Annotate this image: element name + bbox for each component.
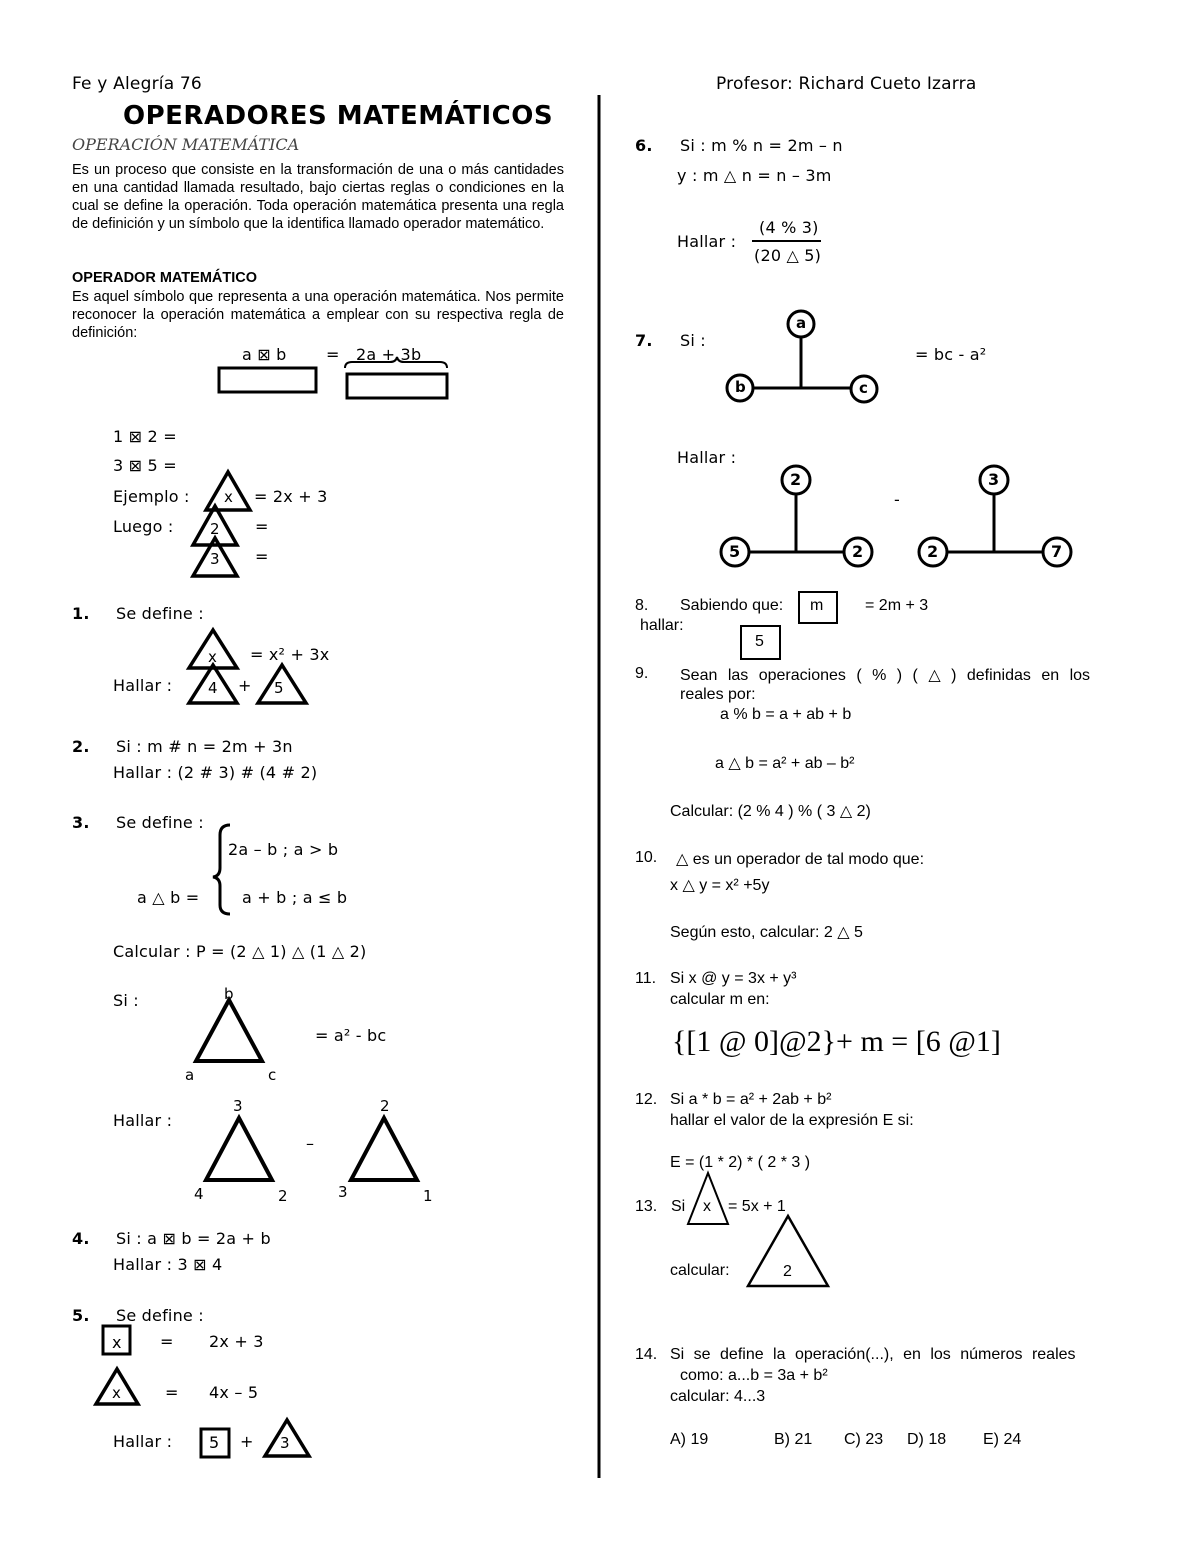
p2-text: Si : m # n = 2m + 3n xyxy=(116,737,293,756)
p11-line-1: Si x @ y = 3x + y³ xyxy=(670,970,797,987)
p5-tri-var: x xyxy=(112,1384,122,1402)
p7-node-c: c xyxy=(859,379,869,397)
triangle-hallar-2 xyxy=(351,1118,417,1180)
p3-number: 3. xyxy=(72,813,90,832)
p3-t2-top: 2 xyxy=(380,1097,390,1115)
p10-number: 10. xyxy=(635,849,658,866)
p6-line-1: Si : m % n = 2m – n xyxy=(680,136,843,155)
p12-line-2: hallar el valor de la expresión E si: xyxy=(670,1112,914,1129)
p1-rule: = x² + 3x xyxy=(250,645,330,664)
rule-left: a ⊠ b xyxy=(242,345,287,364)
p7-g1-left: 5 xyxy=(729,542,741,561)
p10-calc: Según esto, calcular: 2 △ 5 xyxy=(670,924,863,941)
p1-number: 1. xyxy=(72,604,90,623)
p13-calc: calcular: xyxy=(670,1262,730,1279)
p2-number: 2. xyxy=(72,737,90,756)
p14-line-2: como: a...b = 3a + b² xyxy=(680,1367,828,1384)
p5-sq-var: x xyxy=(112,1333,122,1352)
rule-right: 2a + 3b xyxy=(356,345,422,364)
p9-line-1: Sean las operaciones ( % ) ( △ ) definidas en los xyxy=(680,667,1091,684)
p14-line-3: calcular: 4...3 xyxy=(670,1388,766,1405)
p7-g2-left: 2 xyxy=(927,542,939,561)
section-heading-operador: OPERADOR MATEMÁTICO xyxy=(72,270,258,286)
p14-line-1: Si se define la operación(...), en los números reales xyxy=(670,1346,1076,1363)
p1-plus: + xyxy=(238,676,252,695)
p14-option-d: D) 18 xyxy=(907,1431,947,1448)
p3-case-2: a + b ; a ≤ b xyxy=(242,888,348,907)
p14-option-c: C) 23 xyxy=(844,1431,884,1448)
p14-option-a: A) 19 xyxy=(670,1431,709,1448)
p8-box-5: 5 xyxy=(755,633,764,650)
p10-line-1: △ es un operador de tal modo que: xyxy=(676,851,925,868)
luego-label: Luego : xyxy=(113,517,174,536)
intro-line-2: 3 ⊠ 5 = xyxy=(113,456,177,475)
p6-hallar: Hallar : xyxy=(677,232,737,251)
p3-case-1: 2a – b ; a > b xyxy=(228,840,339,859)
p3-lhs: a △ b = xyxy=(137,888,200,907)
p1-hallar: Hallar : xyxy=(113,676,173,695)
p8-number: 8. xyxy=(635,597,649,614)
ejemplo-label: Ejemplo : xyxy=(113,487,190,506)
luego-eq-2: = xyxy=(255,547,269,566)
p6-number: 6. xyxy=(635,136,653,155)
p9-calc: Calcular: (2 % 4 ) % ( 3 △ 2) xyxy=(670,803,871,820)
rule-box-right xyxy=(347,374,447,398)
p9-def-2: a △ b = a² + ab – b² xyxy=(715,755,855,772)
p10-line-2: x △ y = x² +5y xyxy=(670,877,770,894)
p11-equation: {[1 @ 0]@2}+ m = [6 @1] xyxy=(672,1025,1001,1058)
p5-plus: + xyxy=(240,1432,254,1451)
p5-hallar: Hallar : xyxy=(113,1432,173,1451)
p2-hallar: Hallar : (2 # 3) # (4 # 2) xyxy=(113,763,318,782)
p14-option-b: B) 21 xyxy=(774,1431,813,1448)
p5-arg-5: 5 xyxy=(209,1433,220,1452)
p13-var: x xyxy=(703,1198,711,1215)
p3-minus: – xyxy=(306,1134,315,1153)
p7-minus: - xyxy=(894,490,900,509)
p8-text: Sabiendo que: xyxy=(680,597,784,614)
header-teacher: Profesor: Richard Cueto Izarra xyxy=(716,74,977,94)
p1-var: x xyxy=(208,648,218,666)
p3-tri-right: c xyxy=(268,1066,277,1084)
p1-arg-5: 5 xyxy=(274,679,284,697)
p4-text: Si : a ⊠ b = 2a + b xyxy=(116,1229,271,1248)
p12-line-1: Si a * b = a² + 2ab + b² xyxy=(670,1091,832,1108)
p7-g2-top: 3 xyxy=(988,470,1000,489)
section-heading-operacion: OPERACIÓN MATEMÁTICA xyxy=(72,135,300,154)
p3-t2-right: 1 xyxy=(423,1187,433,1205)
p6-denominator: (20 △ 5) xyxy=(754,246,822,265)
p3-tri-rule: = a² - bc xyxy=(315,1026,387,1045)
p3-si: Si : xyxy=(113,991,139,1010)
p8-hallar: hallar: xyxy=(640,617,684,634)
p3-t2-left: 3 xyxy=(338,1183,348,1201)
p13-rule: = 5x + 1 xyxy=(728,1198,786,1215)
p7-hallar: Hallar : xyxy=(677,448,737,467)
p7-si: Si : xyxy=(680,331,706,350)
p7-g1-right: 2 xyxy=(852,542,864,561)
p7-number: 7. xyxy=(635,331,653,350)
p7-node-b: b xyxy=(735,378,746,396)
p7-rule: = bc - a² xyxy=(915,345,987,364)
p7-node-a: a xyxy=(796,314,807,332)
header-school: Fe y Alegría 76 xyxy=(72,74,202,94)
rule-eq: = xyxy=(326,345,340,364)
p3-text: Se define : xyxy=(116,813,204,832)
luego-arg-2: 2 xyxy=(210,520,220,538)
intro-line-1: 1 ⊠ 2 = xyxy=(113,427,177,446)
p8-rule: = 2m + 3 xyxy=(865,597,929,614)
triangle-hallar-1 xyxy=(206,1118,272,1180)
p3-tri-top: b xyxy=(224,985,234,1003)
p3-tri-left: a xyxy=(185,1066,195,1084)
p3-t1-top: 3 xyxy=(233,1097,243,1115)
p8-box-m: m xyxy=(810,597,824,614)
p4-number: 4. xyxy=(72,1229,90,1248)
p3-t1-right: 2 xyxy=(278,1187,288,1205)
ejemplo-var: x xyxy=(224,488,234,506)
p3-hallar: Hallar : xyxy=(113,1111,173,1130)
luego-arg-3: 3 xyxy=(210,550,220,568)
section-text-operacion: Es un proceso que consiste en la transformación de una o más cantidades en una cantidad llamada resultado, bajo ciertas reglas o condiciones en la cual se define la operación. Toda operación matemática presenta una regla de definición y un símbolo que la identifica llamado operador matemático. xyxy=(72,162,564,232)
p14-option-e: E) 24 xyxy=(983,1431,1022,1448)
p5-tri-rule: 4x – 5 xyxy=(209,1383,259,1402)
p3-calc: Calcular : P = (2 △ 1) △ (1 △ 2) xyxy=(113,942,367,961)
p12-number: 12. xyxy=(635,1091,658,1108)
p3-t1-left: 4 xyxy=(194,1185,204,1203)
p5-eq-2: = xyxy=(165,1383,179,1402)
p9-def-1: a % b = a + ab + b xyxy=(720,706,852,723)
p13-si: Si xyxy=(671,1198,686,1215)
p9-number: 9. xyxy=(635,665,649,682)
p5-arg-3: 3 xyxy=(280,1434,290,1452)
luego-eq-1: = xyxy=(255,517,269,536)
p13-number: 13. xyxy=(635,1198,658,1215)
rule-box-left xyxy=(219,368,316,392)
p12-expression: E = (1 * 2) * ( 2 * 3 ) xyxy=(670,1154,811,1171)
p7-g2-right: 7 xyxy=(1051,542,1063,561)
p1-text: Se define : xyxy=(116,604,204,623)
p6-line-2: y : m △ n = n – 3m xyxy=(677,166,832,185)
p5-sq-rule: 2x + 3 xyxy=(209,1332,264,1351)
ejemplo-rule: = 2x + 3 xyxy=(254,487,328,506)
piecewise-brace xyxy=(213,825,230,914)
p9-line-2: reales por: xyxy=(680,686,756,703)
p6-numerator: (4 % 3) xyxy=(759,218,819,237)
p5-number: 5. xyxy=(72,1306,90,1325)
section-text-operador: Es aquel símbolo que representa a una operación matemática. Nos permite reconocer la operación matemática a emplear con su respectiva regla de definición: xyxy=(72,289,564,341)
p14-number: 14. xyxy=(635,1346,658,1363)
page-title: OPERADORES MATEMÁTICOS xyxy=(123,101,554,131)
p11-number: 11. xyxy=(635,970,657,987)
p5-eq-1: = xyxy=(160,1332,174,1351)
p5-text: Se define : xyxy=(116,1306,204,1325)
p13-val: 2 xyxy=(783,1263,792,1280)
p1-arg-4: 4 xyxy=(208,679,218,697)
p11-line-2: calcular m en: xyxy=(670,991,770,1008)
p4-hallar: Hallar : 3 ⊠ 4 xyxy=(113,1255,223,1274)
p7-g1-top: 2 xyxy=(790,470,802,489)
triangle-def xyxy=(196,1000,262,1061)
